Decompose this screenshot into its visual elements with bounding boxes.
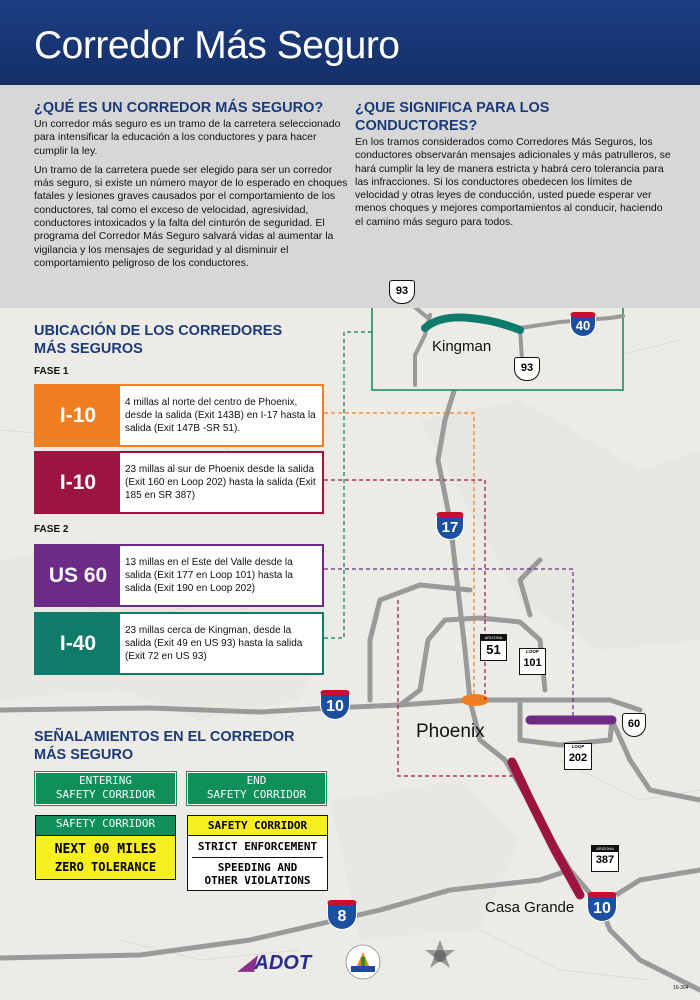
speeding-text: SPEEDING AND [217, 861, 298, 874]
shield-number: 101 [523, 657, 542, 669]
intro-section [0, 85, 700, 308]
sign-line: END [246, 774, 267, 787]
route-description: 23 millas al sur de Phoenix desde la salida (Exit 160 en Loop 202) hasta la salida (Exit 185 en SR 387) [125, 463, 316, 502]
zero-tolerance-text: ZERO TOLERANCE [54, 860, 157, 874]
document-code: 16-304 [673, 985, 689, 991]
route-card-i10-south [34, 451, 324, 514]
shield-state-text: ARIZONA [481, 635, 506, 641]
route-description: 13 millas en el Este del Valle desde la salida (Exit 177 en Loop 101) hasta la salida (Exit 190 en Loop 202) [125, 556, 293, 595]
dps-badge-icon [421, 938, 459, 976]
sign-line: ENTERING [79, 774, 132, 787]
i40-shield-icon: 40 [570, 312, 596, 337]
intro-right-heading: ¿QUE SIGNIFICA PARA LOS CONDUCTORES? [355, 100, 550, 134]
sign-line: SAFETY CORRIDOR [55, 788, 156, 801]
signage-heading-line-2: MÁS SEGURO [34, 747, 134, 763]
route-label: I-40 [36, 614, 120, 673]
shield-number: 387 [595, 854, 615, 866]
end-safety-corridor-sign [187, 772, 326, 805]
strict-enforcement-sign [187, 815, 328, 891]
page-title: Corredor Más Seguro [34, 24, 400, 67]
phoenix-label: Phoenix [416, 721, 485, 742]
route-label: US 60 [36, 546, 120, 605]
shield-loop-text: LOOP [571, 744, 585, 749]
phase-1-label: FASE 1 [34, 366, 69, 377]
loop101-shield-icon [519, 648, 546, 675]
casa-grande-label: Casa Grande [485, 899, 575, 916]
other-violations-text: OTHER VIOLATIONS [204, 874, 311, 887]
intro-right-paragraph: En los tramos considerados como Corredores Más Seguros, los conductores observarán mensajes adicionales y más patrulleros, se hará cumplir la ley de manera estricta y habrá cero tolerancia para las infracciones. Si los conductores obedecen los límites de velocidad y otras leyes de conducción, usted puede esperar ver menos choques y mejores comportamientos al conducir, haciendo el camino más seguro para todos. [355, 136, 671, 228]
i10-shield-icon: 10 [320, 690, 350, 720]
next-miles-sign-header: SAFETY CORRIDOR [36, 816, 175, 836]
yellow-safety-corridor-text: SAFETY CORRIDOR [188, 816, 327, 836]
phase-2-label: FASE 2 [34, 524, 69, 535]
i17-shield-icon: 17 [436, 512, 464, 540]
shield-number: 202 [568, 752, 588, 764]
route-description: 23 millas cerca de Kingman, desde la salida (Exit 49 en US 93) hasta la salida (Exit 72 en US 93) [125, 624, 303, 663]
route-card-i10-north [34, 384, 324, 447]
loop202-shield-icon [564, 743, 592, 770]
intro-left-column [34, 99, 350, 276]
route-card-us60 [34, 544, 324, 607]
strict-enforcement-text: STRICT ENFORCEMENT [192, 840, 323, 858]
header-banner [0, 0, 700, 85]
next-miles-text: NEXT 00 MILES [54, 842, 157, 857]
intro-right-column [355, 99, 673, 235]
i8-shield-icon: 8 [327, 900, 357, 930]
us93-shield-icon: 93 [389, 280, 415, 304]
locations-heading-line-2: MÁS SEGUROS [34, 341, 143, 357]
entering-safety-corridor-sign [35, 772, 176, 805]
adot-logo: ◢ADOT [239, 952, 312, 974]
signage-heading-line-1: SEÑALAMIENTOS EN EL CORREDOR [34, 729, 295, 745]
shield-number: 51 [486, 642, 501, 657]
us60-shield-icon: 60 [622, 713, 646, 737]
route-label: I-10 [36, 386, 120, 445]
locations-heading-line-1: UBICACIÓN DE LOS CORREDORES [34, 323, 283, 339]
i10-shield-icon: 10 [587, 892, 617, 922]
sr387-shield-icon [591, 845, 619, 872]
adot-logo-text: ADOT [254, 952, 312, 974]
route-label: I-10 [36, 453, 120, 512]
sr51-shield-icon [480, 634, 507, 661]
governors-office-highway-safety-logo [343, 942, 383, 982]
us93-shield-icon: 93 [514, 357, 540, 381]
sign-line: SAFETY CORRIDOR [206, 788, 307, 801]
signage-heading [34, 728, 295, 764]
next-miles-sign [35, 815, 176, 880]
intro-left-heading: ¿QUÉ ES UN CORREDOR MÁS SEGURO? [34, 100, 324, 116]
locations-heading [34, 322, 282, 358]
route-card-i40 [34, 612, 324, 675]
route-description: 4 millas al norte del centro de Phoenix, desde la salida (Exit 143B) en I-17 hasta la salida (Exit 147B -SR 51). [125, 396, 316, 435]
intro-left-paragraph-1: Un corredor más seguro es un tramo de la carretera seleccionado para intensificar la educación a los conductores y para hacer cumplir la ley. [34, 118, 341, 157]
shield-loop-text: LOOP [526, 649, 539, 654]
intro-left-paragraph-2: Un tramo de la carretera puede ser elegido para ser un corredor más seguro, si existe un número mayor de lo esperado en choques fatales y lesiones graves causados por el comportamiento de los conductores, tal como el exceso de velocidad, agresividad, conductores intoxicados y la falta del cinturón de seguridad. El programa del Corredor Más Seguro salvará vidas al aumentar la vigilancia y los mensajes de seguridad y al disminuir el comportamiento peligroso de los conductores. [34, 163, 348, 269]
shield-state-text: ARIZONA [592, 846, 618, 852]
kingman-label: Kingman [432, 338, 492, 355]
